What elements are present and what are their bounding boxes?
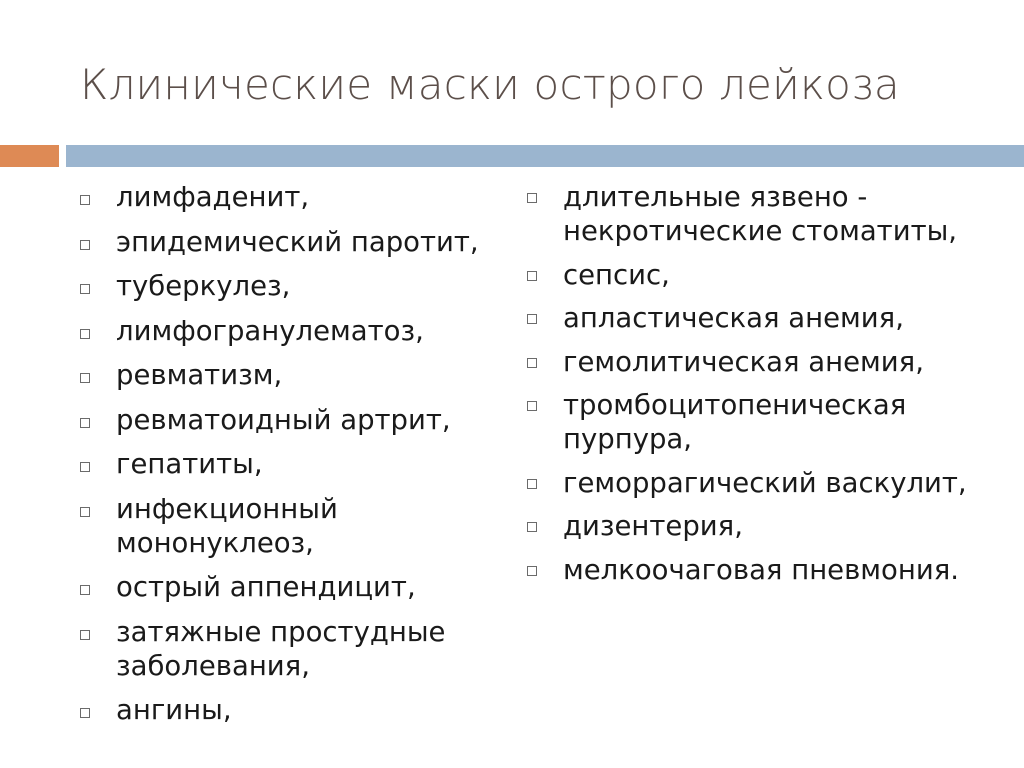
right-bullet-list (527, 180, 1007, 596)
list-item-text: лимфогранулематоз, (116, 314, 424, 347)
list-item-text: гемолитическая анемия, (563, 345, 924, 378)
accent-bar-orange (0, 145, 59, 167)
square-bullet-icon (527, 358, 537, 368)
square-bullet-icon (527, 193, 537, 203)
list-item (80, 615, 510, 683)
list-item-text: ангины, (116, 694, 232, 726)
square-bullet-icon (80, 630, 90, 640)
square-bullet-icon (527, 566, 537, 576)
square-bullet-icon (80, 462, 90, 472)
accent-bar-blue (66, 145, 1024, 167)
list-item-text: острый аппендицит, (116, 571, 416, 603)
list-item (527, 345, 1007, 379)
slide-title: Клинические маски острого лейкоза (80, 60, 900, 109)
list-item-text: геморрагический васкулит, (563, 466, 967, 499)
list-item (80, 403, 510, 437)
list-item-text: длительные язвено - некротические стоматиты, (563, 181, 958, 247)
list-item (80, 492, 510, 560)
square-bullet-icon (527, 271, 537, 281)
square-bullet-icon (80, 418, 90, 428)
list-item-text: гепатиты, (116, 448, 263, 480)
square-bullet-icon (80, 507, 90, 517)
list-item (527, 301, 1007, 335)
list-item-text: лимфаденит, (116, 181, 310, 213)
list-item-text: эпидемический паротит, (116, 225, 479, 258)
list-item-text: туберкулез, (116, 270, 291, 302)
list-item-text: апластическая анемия, (563, 302, 904, 334)
square-bullet-icon (80, 329, 90, 339)
list-item (527, 258, 1007, 292)
list-item (527, 466, 1007, 500)
square-bullet-icon (527, 314, 537, 324)
square-bullet-icon (527, 522, 537, 532)
left-bullet-list (80, 180, 510, 738)
list-item (80, 180, 510, 214)
square-bullet-icon (80, 708, 90, 718)
square-bullet-icon (527, 479, 537, 489)
square-bullet-icon (527, 401, 537, 411)
square-bullet-icon (80, 284, 90, 294)
list-item-text: затяжные простудные заболевания, (116, 615, 446, 682)
square-bullet-icon (80, 585, 90, 595)
list-item-text: тромбоцитопеническая пурпура, (563, 389, 907, 455)
list-item-text: мелкоочаговая пневмония. (563, 553, 960, 586)
list-item (80, 358, 510, 392)
list-item (80, 225, 510, 259)
list-item-text: дизентерия, (563, 510, 743, 542)
list-item (80, 447, 510, 481)
square-bullet-icon (80, 373, 90, 383)
list-item-text: ревматоидный артрит, (116, 403, 451, 436)
list-item (80, 693, 510, 727)
list-item (80, 570, 510, 604)
list-item-text: сепсис, (563, 258, 670, 291)
list-item-text: инфекционный мононуклеоз, (116, 492, 338, 559)
list-item (80, 314, 510, 348)
list-item-text: ревматизм, (116, 359, 283, 391)
list-item (527, 180, 1007, 248)
square-bullet-icon (80, 195, 90, 205)
square-bullet-icon (80, 240, 90, 250)
list-item (527, 388, 1007, 456)
list-item (527, 509, 1007, 543)
list-item (527, 553, 1007, 587)
list-item (80, 269, 510, 303)
